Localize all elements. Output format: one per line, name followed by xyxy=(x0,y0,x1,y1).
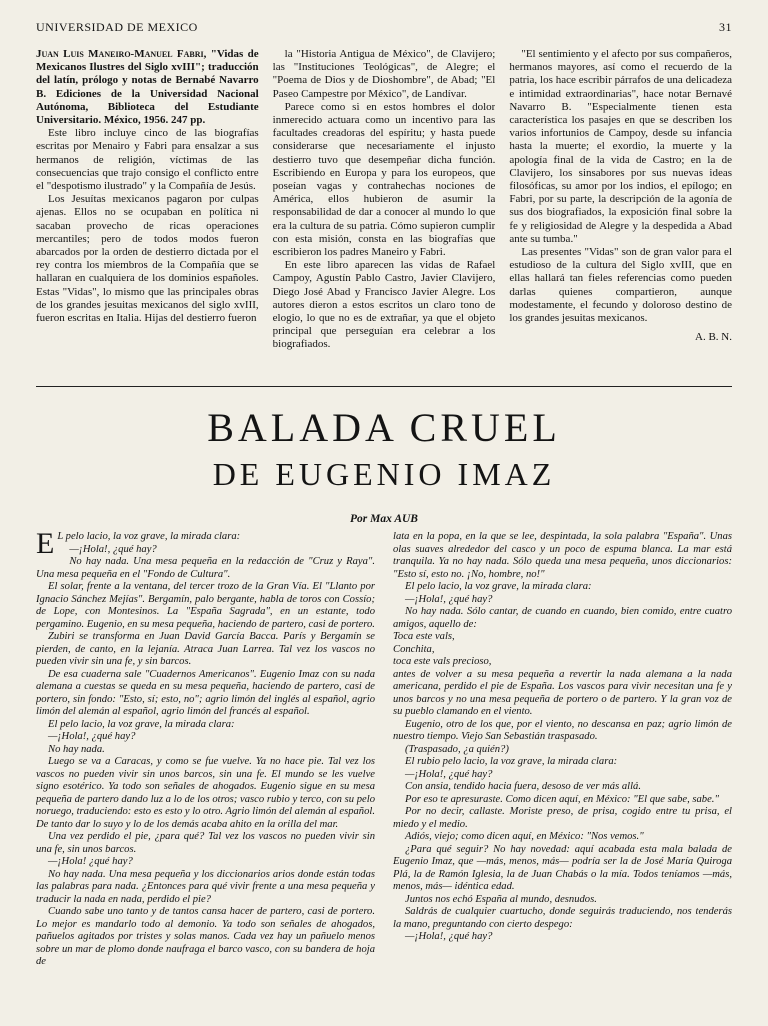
running-header xyxy=(36,20,732,38)
article-paragraph: Cuando sabe uno tanto y de tantos cansa hacer de partero, casi de portero. Lo mejor es mandarlo todo al demonio. Ya todo son señales de ahogados, pañuelos agitados por tristes y solas manos. Cada vez hay un pañuelo menos sobre un mar de plomo donde naufraga el barco vasco, con su bandera de hoja de xyxy=(36,906,375,967)
review-citation-text: "Vidas de Mexicanos Ilustres del Siglo xvIII"; traducción del latín, prólogo y notas de Bernabé Navarro B. Ediciones de la Universidad Nacional Autónoma, Biblioteca del Estudiante Universitario. México, 1956. 247 pp. xyxy=(36,48,259,127)
article-paragraph: —¡Hola!, ¿qué hay? xyxy=(405,768,493,780)
article-paragraph: Con ansia, tendido hacia fuera, desoso de ver más allá. xyxy=(405,781,641,792)
article-paragraph: Por eso te apresuraste. Como dicen aquí, en México: "El que sabe, sabe." xyxy=(405,793,719,805)
article-paragraph: Zubiri se transforma en Juan David García Bacca. París y Bergamín se pierden, de canto, en la lejanía. Atraca Juan Larrea. Tal vez los vascos no pueden vivir sin una fe, y sin barcos. xyxy=(36,631,375,667)
article-paragraph: Luego se va a Caracas, y como se fue vuelve. Ya no hace pie. Tal vez los vascos no pueden vivir sin unos barcos, sin una fe. El mundo se les vuelve signo esotérico. Ya todo son señales de ahogados. Eugenio sigue en su mesa pequeña de partero dando luz a lo de los otros; vasco rubio y terco, con su pelo noruego, traduciendo: esto es esto y lo otro. Agrio limón del alemán al español. De tanto dar lo suyo y lo de los demás acaba ahito en la orilla del mar. xyxy=(36,756,375,830)
review-citation xyxy=(36,48,259,127)
byline: Por Max AUB xyxy=(350,513,418,525)
review-author: Juan Luis Maneiro-Manuel Fabri, xyxy=(36,48,207,60)
article-paragraph: Saldrás de cualquier cuartucho, donde seguirás traduciendo, nos tenderás la mano, preguntando con cierto despego: xyxy=(393,906,732,930)
article-paragraph: —¡Hola!, ¿qué hay? xyxy=(405,593,493,605)
review-paragraph: Los Jesuítas mexicanos pagaron por culpas ajenas. Ellos no se ocupaban en política ni sacaban provecho de ricas operaciones mercantiles; pero de todos modos fueron abarcados por la orden de destierro dictada por el rey contra los miembros de la Compañía que se hallaran en cualquiera de los dominios españoles. Estas "Vidas", lo mismo que las principales obras de los grandes jesuitas mexicanos del siglo xvIII, fueron escritas en Italia. Hijas del destierro fueron xyxy=(36,193,259,325)
article-paragraph: Por no decir, callaste. Moriste preso, de prisa, cogido entre tu prisa, el miedo y el medio. xyxy=(393,806,732,830)
article-paragraph: No hay nada. Una mesa pequeña en la redacción de "Cruz y Raya". Una mesa pequeña en el "Fondo de Cultura". xyxy=(36,556,375,580)
article-paragraph: De esa cuaderna sale "Cuadernos Americanos". Eugenio Imaz con su nada alemana a cuestas se queda en su mesa pequeña, haciendo de partero, casi de portero, sin fondo: "Esto, sí; esto, no"; agrio limón del inglés al español, agrio limón del alemán al español, agrio limón del francés al español. xyxy=(36,668,375,717)
article-paragraph: Eugenio, otro de los que, por el viento, no descansa en paz; agrio limón de nuestro tiempo. Viejo San Sebastián traspasado. xyxy=(393,718,732,742)
article-paragraph: No hay nada. xyxy=(48,743,105,755)
article-paragraph: El rubio pelo lacio, la voz grave, la mirada clara: xyxy=(405,756,618,767)
article-paragraph: ¿Para qué seguir? No hay novedad: aquí acabada esta mala balada de Eugenio Imaz, que —más, menos, más— podría ser la de José María Quiroga Plá, la de Ramón Iglesia, la de Juan Chabás o la mía. Todos teníamos —más, menos, más— idéntica edad. xyxy=(393,843,732,892)
article-paragraph: Adiós, viejo; como dicen aquí, en México: "Nos vemos." xyxy=(405,831,644,842)
running-title: UNIVERSIDAD DE MEXICO xyxy=(36,20,198,34)
page-number: 31 xyxy=(719,20,732,34)
article-paragraph: Una vez perdido el pie, ¿para qué? Tal vez los vascos no pueden vivir sin una fe, sin unos barcos. xyxy=(36,831,375,855)
title-line-2: DE EUGENIO IMAZ xyxy=(212,456,556,492)
article-column-left xyxy=(36,531,375,1026)
article-paragraph: —¡Hola!, ¿qué hay? xyxy=(405,931,493,942)
article-paragraph: —¡Hola!, ¿qué hay? xyxy=(48,731,136,742)
review-paragraph: Las presentes "Vidas" son de gran valor para el estudioso de la cultura del Siglo xvIII, que en ellas hallará tan fieles referencias como pueden darlas quienes compartieron, aunque modestamente, el fecundo y doloroso destino de los grandes jesuitas mexicanos. xyxy=(509,246,732,325)
article-paragraph: El pelo lacio, la voz grave, la mirada clara: xyxy=(405,581,592,592)
article-paragraph: antes de volver a su mesa pequeña a revertir la nada alemana a la nada americana, perdido el pie de España. Los vascos para vivir necesitan una fe y unos barcos y no una mesa pequeña de portero o de partero. Y la gran voz de su pueblo clamando en el viento. xyxy=(393,668,732,717)
drop-cap: E xyxy=(36,531,55,560)
review-paragraph: la "Historia Antigua de México", de Clavijero; las "Instituciones Teológicas", de Alegre; el "Poema de Dios y de Dioshombre", de Abad; "El Paseo Campestre por México", de Landívar. xyxy=(272,48,496,100)
review-column-1 xyxy=(36,48,259,378)
article-paragraph: El pelo lacio, la voz grave, la mirada clara: xyxy=(48,718,235,730)
article-paragraph: No hay nada. Una mesa pequeña y los diccionarios arios donde están todas las palabras para nada. ¿Entonces para qué vivir frente a una mesa pequeña y traducir la nada en nada, perdido el pie? xyxy=(36,868,375,905)
book-review xyxy=(36,48,732,378)
review-paragraph: Parece como si en estos hombres el dolor inmerecido actuara como un incentivo para las facultades creadoras del espíritu; y hasta puede considerarse que necesariamente el injusto destierro tuvo que desempeñar dicha función. Escribiendo en Europa y para los europeos, que poseían vagas y contrahechas nociones de América, ellos hubieron de asumir la responsabilidad de dar a conocer al mundo lo que era la cultura de su patria. Cómo supieron cumplir con esta misión, consta en las biografías que escribieron los padres Maneiro y Fabri. xyxy=(272,100,496,259)
section-divider xyxy=(36,386,732,387)
article-paragraph: (Traspasado, ¿a quién?) xyxy=(405,743,509,755)
review-signature: A. B. N. xyxy=(695,331,732,344)
article-paragraph: lata en la popa, en la que se lee, despintada, la sola palabra "España". Unas olas suaves alrededor del casco y un poco de espuma blanca. La mar está tranquila. Ya no hay nada. Sólo queda una mesa pequeña, unos diccionarios: "Esto sí, esto no. ¡No, hombre, no!" xyxy=(393,531,732,580)
article-paragraph: L pelo lacio, la voz grave, la mirada clara: xyxy=(57,531,241,542)
review-column-2 xyxy=(273,48,496,378)
review-paragraph: En este libro aparecen las vidas de Rafael Campoy, Agustín Pablo Castro, Javier Clavijero, Diego José Abad y Francisco Javier Alegre. Los autores dieron a estos escritos un claro tono de elogio, lo que no es de extrañar, ya que el objeto principal que perseguían era celebrar a los biografiados. xyxy=(272,259,496,351)
article-paragraph: No hay nada. Sólo cantar, de cuando en cuando, bien comido, entre cuatro amigos, aquello de: xyxy=(393,606,732,630)
article-paragraph: —¡Hola! ¿qué hay? xyxy=(48,856,133,867)
article-title xyxy=(36,405,732,493)
title-line-1: BALADA CRUEL xyxy=(207,405,561,450)
song-verse: Toca este vals, Conchita, toca este vals precioso, xyxy=(393,631,492,667)
article-body xyxy=(36,531,732,1026)
review-paragraph: Este libro incluye cinco de las biografías escritas por Menairo y Fabri para ensalzar a sus hermanos de religión, víctimas de las consecuencias que trajo consigo el conflicto entre el "despotismo ilustrado" y la Compañía de Jesús. xyxy=(36,127,259,193)
review-paragraph: "El sentimiento y el afecto por sus compañeros, hermanos mayores, así como el recuerdo de la patria, los hace escribir párrafos de una delicadeza e intimidad extraordinarias", hace notar Bernavé Navarro B. "Especialmente tienen esta característica los pasajes en que se describen los varios infortunios de Campoy, desde su infancia hasta la muerte; el exordio, la muerte y la apología final de la vida de Castro; en la de Clavijero, los sinsabores por sus nuevas ideas filosóficas, su amor por los indios, el epílogo; en Fabri, por su parte, la descripción de la agonía de sus dos biografiados, la exposición final sobre la fe y religiosidad de Alegre y la despedida a Abad ante su tumba." xyxy=(509,48,732,245)
article-paragraph: —¡Hola!, ¿qué hay? xyxy=(69,543,157,555)
article-paragraph: El solar, frente a la ventana, del tercer trozo de la Gran Vía. El "Llanto por Ignacio Sánchez Mejías". Bergamín, palo bergante, habla de toros con Cossío; de Lope, con Montesinos. La "España Sagrada", en un estante, todo pergamino. Eugenio, en su mesa pequeña, haciendo de partero, casi de portero. xyxy=(36,581,375,630)
article-paragraph: Juntos nos echó España al mundo, desnudos. xyxy=(405,893,597,905)
article-column-right xyxy=(393,531,732,1026)
review-column-3 xyxy=(509,48,732,378)
